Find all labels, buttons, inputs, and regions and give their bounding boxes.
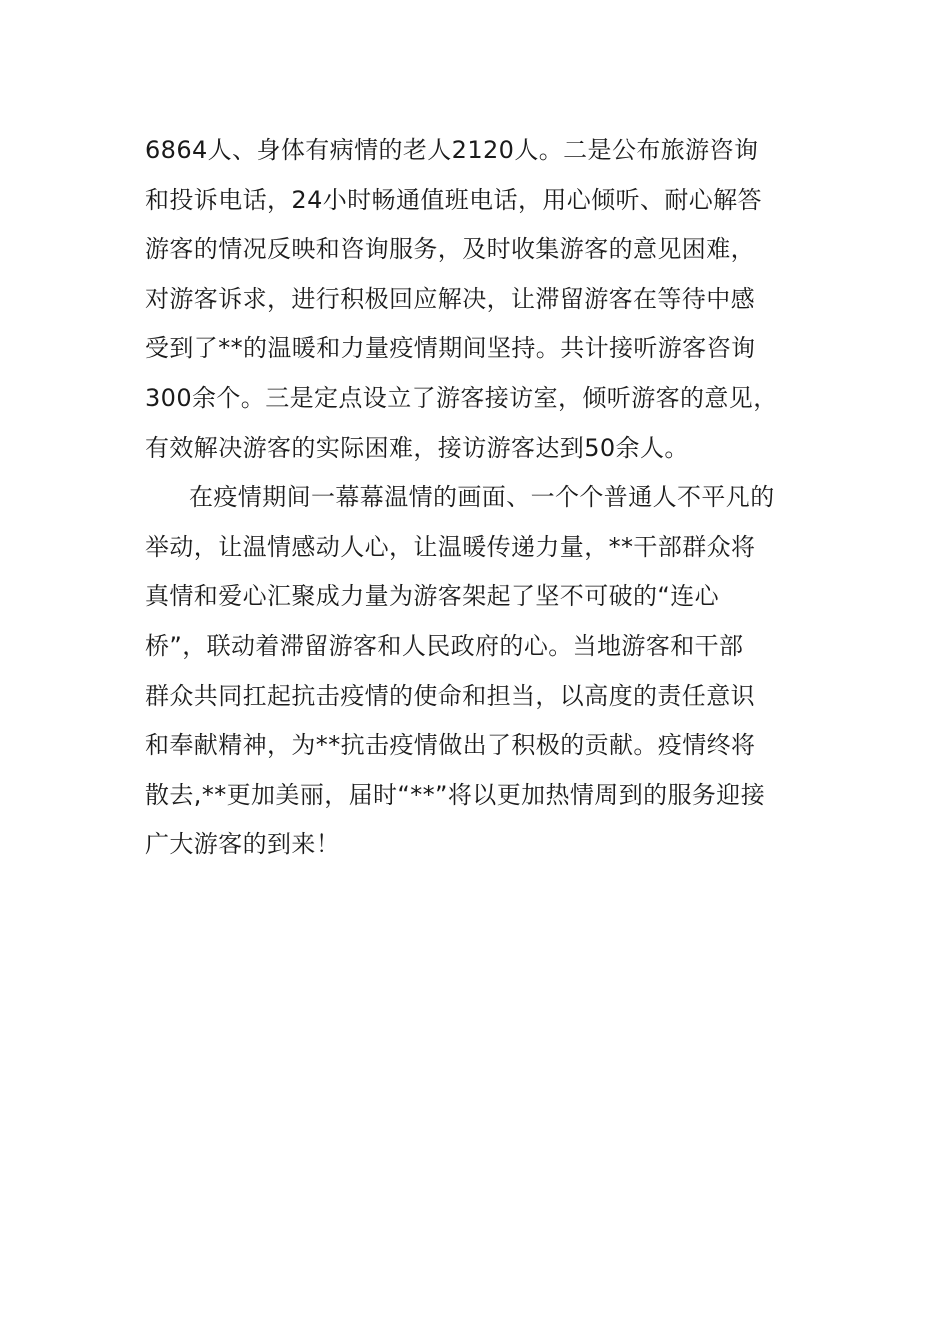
paragraph-1-line-7: 有效解决游客的实际困难，接访游客达到50余人。 [145,433,689,462]
paragraph-2-line-2: 举动，让温情感动人心，让温暖传递力量，**干部群众将 [145,532,756,561]
paragraph-2 [145,473,825,870]
paragraph-2-line-4: 桥”，联动着滞留游客和人民政府的心。当地游客和干部 [145,631,744,660]
paragraph-1-line-4: 对游客诉求，进行积极回应解决，让滞留游客在等待中感 [145,284,755,313]
document-body [145,126,825,870]
paragraph-1-line-6: 300余个。三是定点设立了游客接访室，倾听游客的意见， [145,383,778,412]
paragraph-2-line-6: 和奉献精神，为**抗击疫情做出了积极的贡献。疫情终将 [145,731,756,760]
paragraph-2-line-1: 在疫情期间一幕幕温情的画面、一个个普通人不平凡的 [189,483,775,512]
paragraph-2-line-3: 真情和爱心汇聚成力量为游客架起了坚不可破的“连心 [145,582,720,611]
paragraph-1-line-2: 和投诉电话，24小时畅通值班电话，用心倾听、耐心解答 [145,185,762,214]
paragraph-1 [145,126,825,473]
paragraph-2-line-5: 群众共同扛起抗击疫情的使命和担当，以高度的责任意识 [145,681,755,710]
paragraph-1-line-1: 6864人、身体有病情的老人2120人。二是公布旅游咨询 [145,136,759,164]
paragraph-2-line-8: 广大游客的到来！ [145,830,341,859]
paragraph-1-line-3: 游客的情况反映和咨询服务，及时收集游客的意见困难， [145,235,755,264]
paragraph-2-line-7: 散去,**更加美丽，届时“**”将以更加热情周到的服务迎接 [145,780,766,809]
paragraph-1-line-5: 受到了**的温暖和力量疫情期间坚持。共计接听游客咨询 [145,334,756,363]
